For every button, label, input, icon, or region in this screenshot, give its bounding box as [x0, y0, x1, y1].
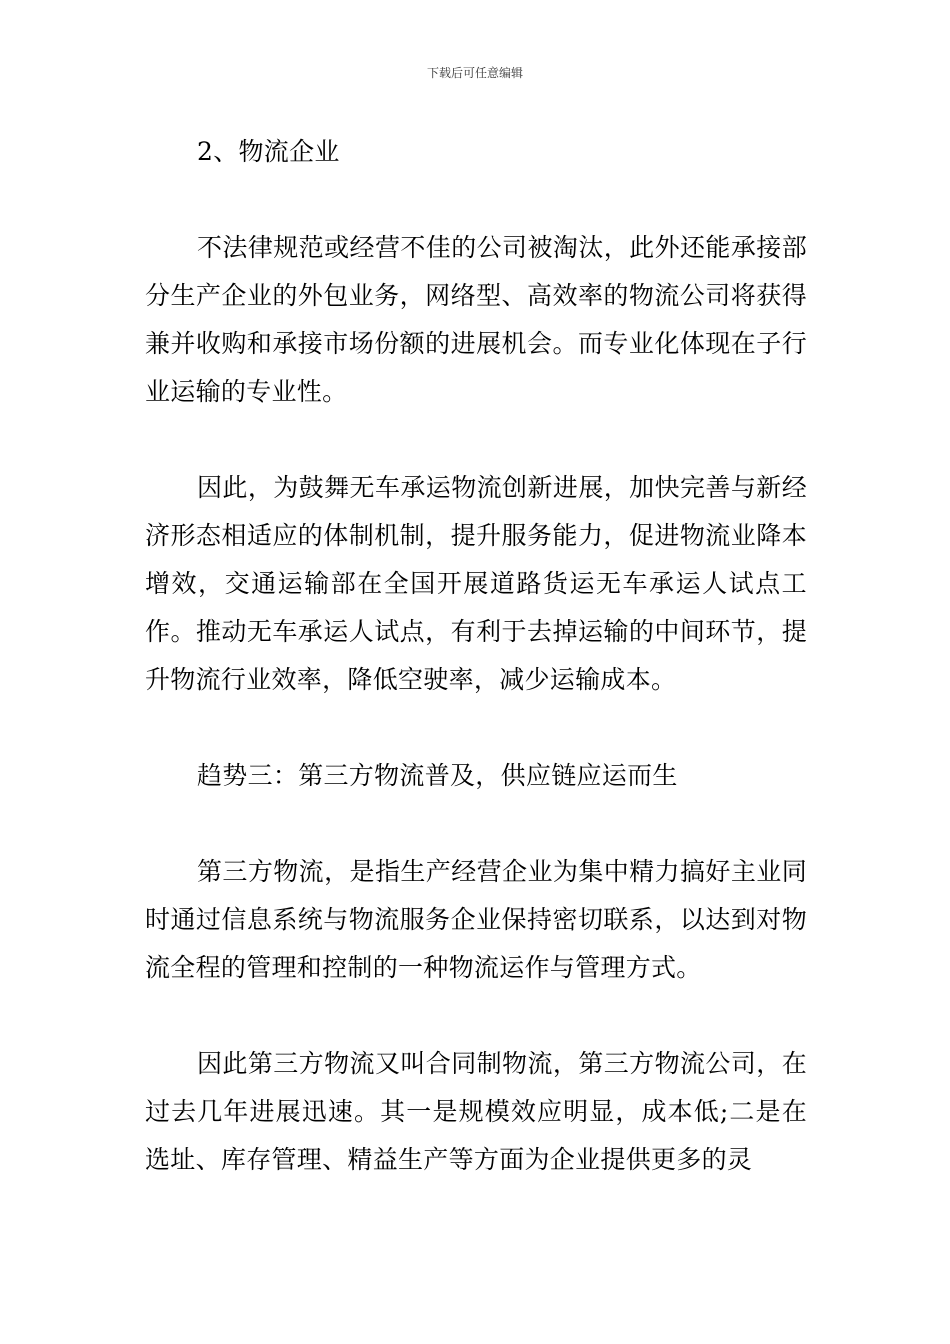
section-heading: 趋势三：第三方物流普及，供应链应运而生: [197, 761, 678, 790]
section-heading: 2、物流企业: [197, 137, 340, 166]
body-paragraph: 因此第三方物流又叫合同制物流，第三方物流公司，在过去几年进展迅速。其一是规模效应明显，成本低;二是在选址、库存管理、精益生产等方面为企业提供更多的灵: [145, 1049, 807, 1174]
page-header: 下载后可任意编辑: [426, 66, 523, 80]
body-paragraph: 第三方物流，是指生产经营企业为集中精力搞好主业同时通过信息系统与物流服务企业保持密切联系，以达到对物流全程的管理和控制的一种物流运作与管理方式。: [145, 857, 807, 982]
document-body: [145, 128, 807, 1184]
body-paragraph: 因此，为鼓舞无车承运物流创新进展，加快完善与新经济形态相适应的体制机制，提升服务能力，促进物流业降本增效，交通运输部在全国开展道路货运无车承运人试点工作。推动无车承运人试点，有利于去掉运输的中间环节，提升物流行业效率，降低空驶率，减少运输成本。: [145, 473, 807, 694]
body-paragraph: 不法律规范或经营不佳的公司被淘汰，此外还能承接部分生产企业的外包业务，网络型、高效率的物流公司将获得兼并收购和承接市场份额的进展机会。而专业化体现在子行业运输的专业性。: [145, 233, 807, 406]
